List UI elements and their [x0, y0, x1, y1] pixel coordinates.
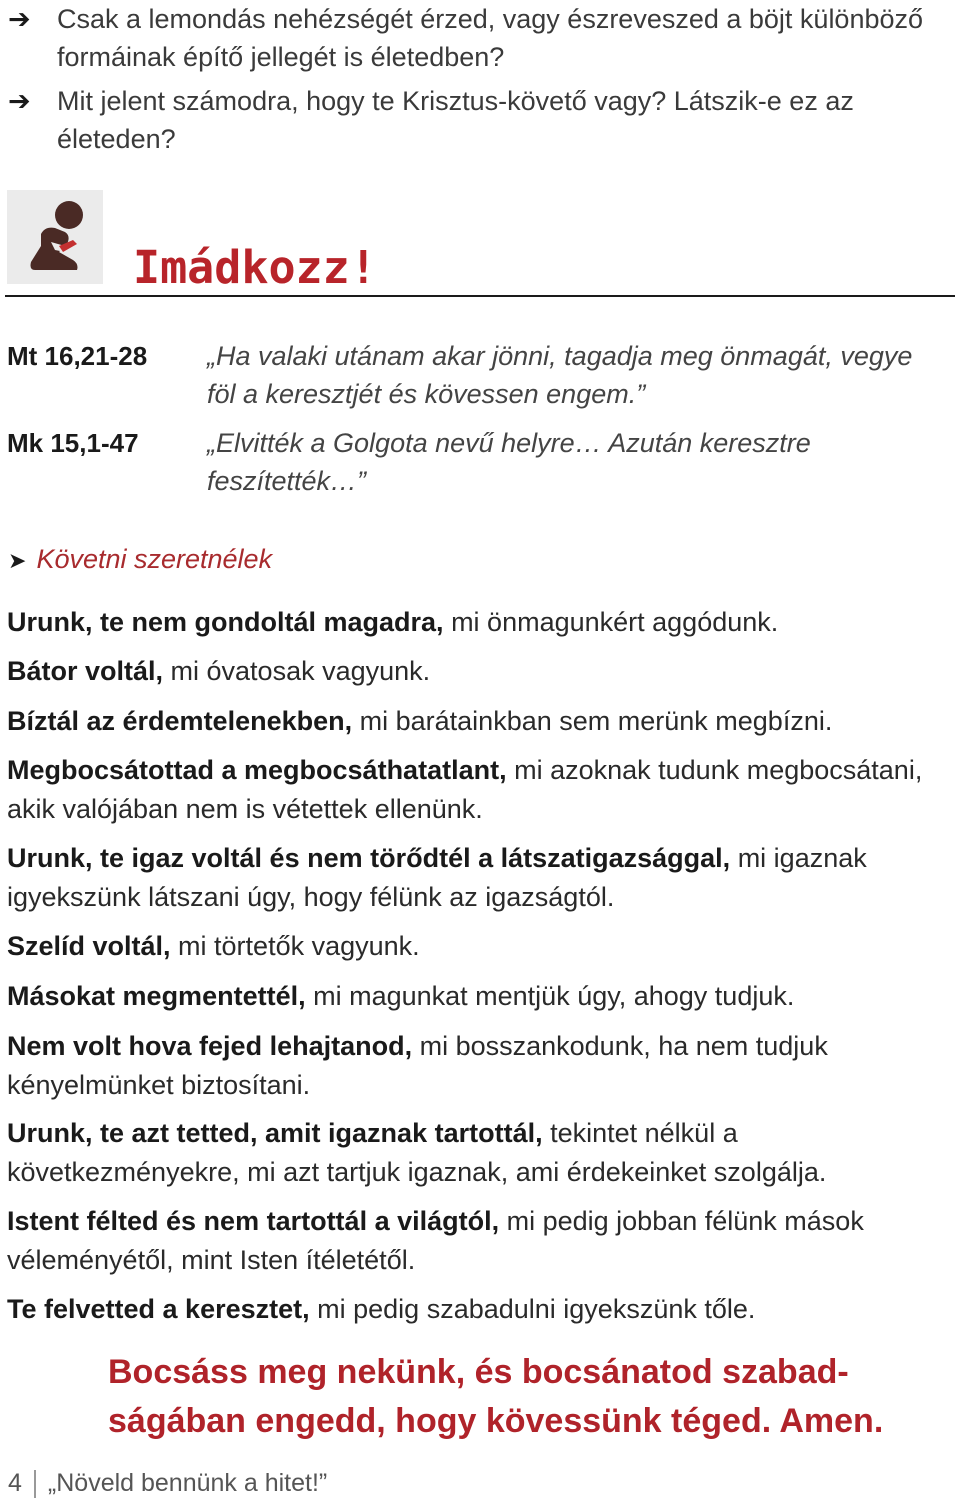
arrow-right-icon: ➔	[8, 4, 31, 34]
litany-rest: mi bosszankodunk, ha nem tudjuk kényelmünket biztosítani.	[7, 1031, 828, 1100]
litany-bold: Te felvetted a keresztet,	[7, 1294, 310, 1324]
litany-rest: mi pedig szabadulni igyekszünk tőle.	[309, 1294, 756, 1324]
litany-rest: mi törtetők vagyunk.	[170, 931, 420, 961]
litany-rest: tekintet nélkül a következményekre, mi azt tartjuk igaznak, ami érdekeinket szolgálja.	[7, 1118, 827, 1187]
closing-line: Bocsáss meg nekünk, és bocsánatod szabad-	[108, 1353, 849, 1391]
question-item	[8, 0, 953, 76]
litany-line	[7, 927, 952, 966]
litany-line	[7, 1202, 952, 1280]
litany-line	[7, 977, 952, 1016]
litany-rest: mi azoknak tudunk megbocsátani, akik valójában nem is vétettek ellenünk.	[7, 755, 923, 824]
reading-quote: „Elvitték a Golgota nevű helyre… Azután keresztre feszítették…”	[207, 428, 811, 496]
closing-line: ságában engedd, hogy kövessünk téged. Amen.	[108, 1402, 884, 1440]
question-text: Csak a lemondás nehézségét érzed, vagy észreveszed a böjt különböző formáinak építő jellegét is életedben?	[57, 4, 924, 72]
page-number: 4	[8, 1469, 22, 1497]
prayer-heading: Imádkozz!	[133, 241, 377, 294]
litany-rest: mi pedig jobban félünk mások véleményétől, mint Isten ítéletétől.	[7, 1206, 864, 1275]
litany-rest: mi magunkat mentjük úgy, ahogy tudjuk.	[305, 981, 795, 1011]
subsection-title-text: Követni szeretnélek	[36, 544, 273, 574]
litany-bold: Bíztál az érdemtelenekben,	[7, 706, 353, 736]
reading-reference: Mk 15,1-47	[7, 428, 139, 458]
footer-separator	[34, 1470, 36, 1498]
heading-divider	[5, 295, 955, 297]
chevron-right-icon: ➤	[8, 548, 27, 573]
book-title: „Növeld bennünk a hitet!”	[47, 1469, 328, 1497]
question-text: Mit jelent számodra, hogy te Krisztus-követő vagy? Látszik-e ez az életeden?	[57, 86, 854, 154]
closing-prayer	[108, 1348, 928, 1446]
subsection-title	[8, 540, 272, 580]
litany-bold: Másokat megmentettél,	[7, 981, 306, 1011]
litany-rest: mi óvatosak vagyunk.	[163, 656, 431, 686]
litany-line	[7, 839, 952, 917]
reading-reference: Mt 16,21-28	[7, 341, 148, 371]
litany-bold: Urunk, te azt tetted, amit igaznak tartottál,	[7, 1118, 543, 1148]
litany-bold: Szelíd voltál,	[7, 931, 171, 961]
question-item	[8, 82, 953, 158]
litany-bold: Urunk, te nem gondoltál magadra,	[7, 607, 444, 637]
litany-line	[7, 1290, 952, 1329]
praying-person-icon	[7, 190, 103, 284]
reading-quote: „Ha valaki utánam akar jönni, tagadja meg önmagát, vegye föl a keresztjét és kövessen engem.”	[207, 341, 913, 409]
litany-rest: mi barátainkban sem merünk megbízni.	[352, 706, 833, 736]
litany-rest: mi igaznak igyekszünk látszani úgy, hogy félünk az igazságtól.	[7, 843, 867, 912]
litany-bold: Megbocsátottad a megbocsáthatatlant,	[7, 755, 507, 785]
litany-line	[7, 603, 952, 642]
litany-bold: Bátor voltál,	[7, 656, 164, 686]
litany-line	[7, 1027, 952, 1105]
page-footer	[8, 1466, 327, 1500]
litany-bold: Istent félted és nem tartottál a világtól,	[7, 1206, 500, 1236]
litany-bold: Nem volt hova fejed lehajtanod,	[7, 1031, 413, 1061]
litany-line	[7, 1114, 952, 1192]
litany-line	[7, 751, 952, 829]
litany-line	[7, 702, 952, 741]
litany-bold: Urunk, te igaz voltál és nem törődtél a látszatigazsággal,	[7, 843, 731, 873]
litany-rest: mi önmagunkért aggódunk.	[443, 607, 779, 637]
litany-line	[7, 652, 952, 691]
arrow-right-icon: ➔	[8, 86, 31, 116]
